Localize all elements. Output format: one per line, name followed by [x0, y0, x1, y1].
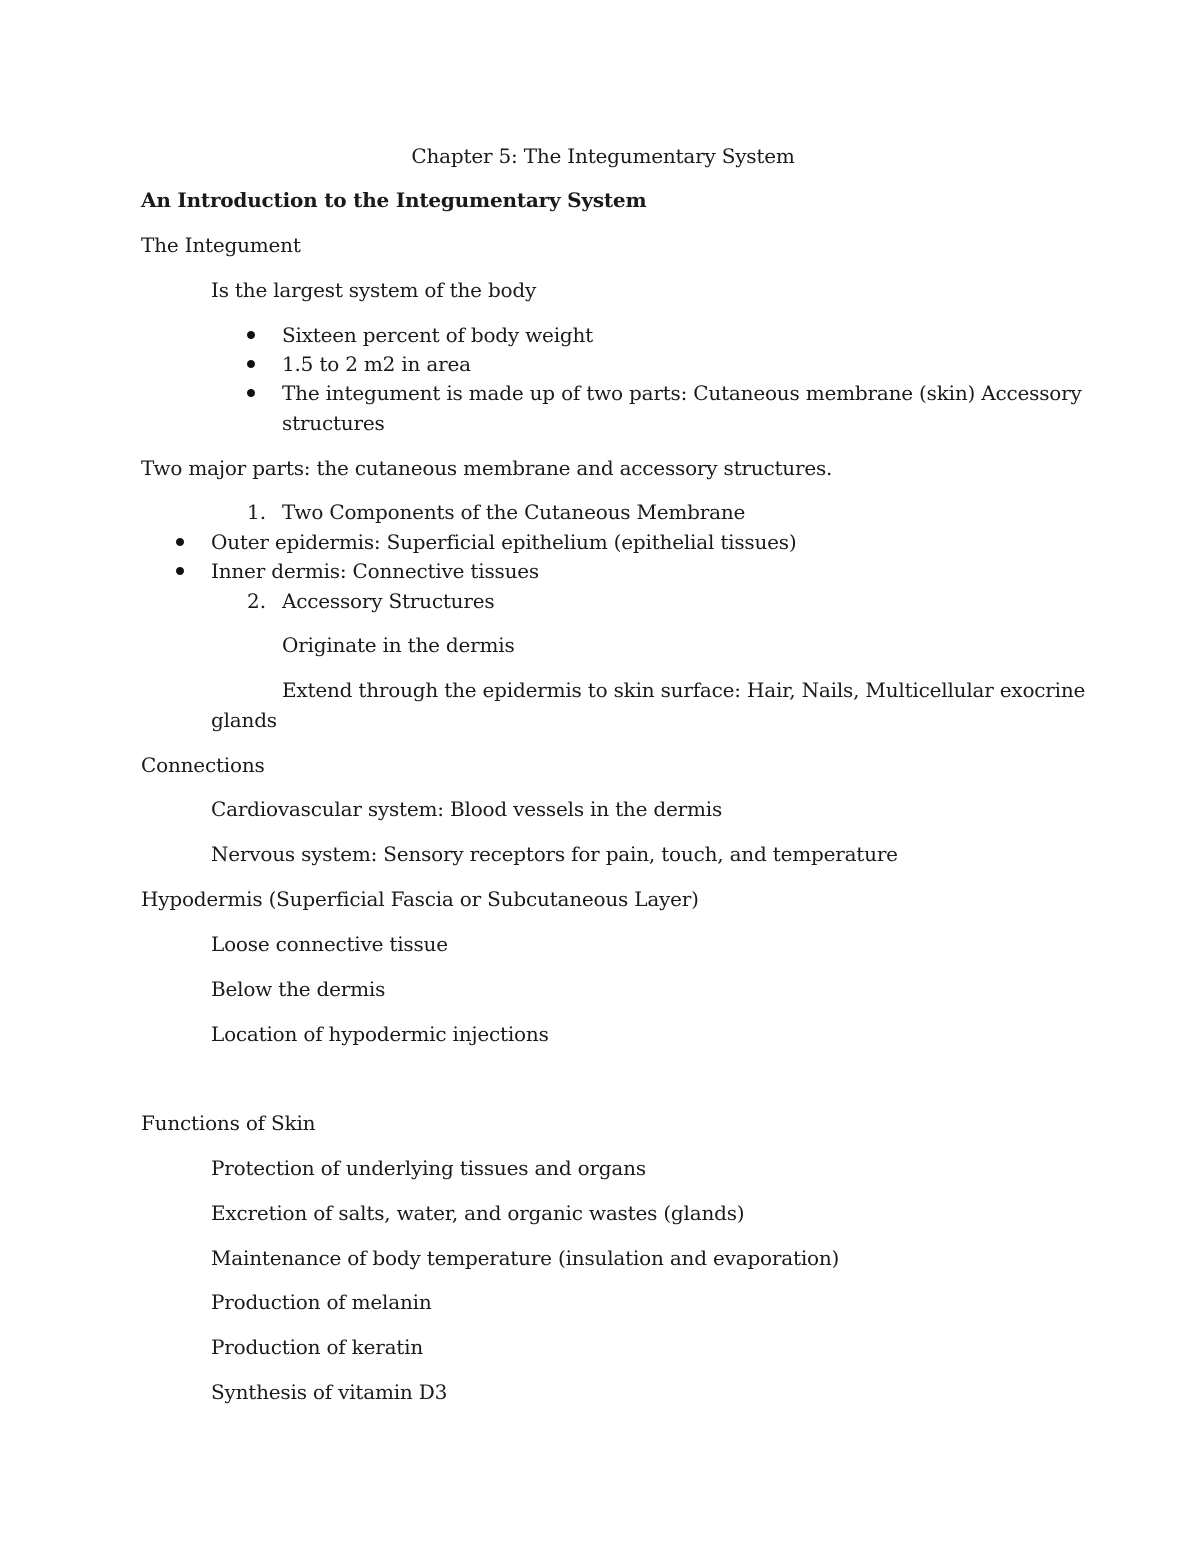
hypodermis-item-3: Location of hypodermic injections — [211, 1022, 549, 1046]
integument-bullet-3: The integument is made up of two parts: Cutaneous membrane (skin) Accessory — [282, 381, 1082, 405]
accessory-extend-cont: glands — [211, 708, 277, 732]
connections-label: Connections — [141, 753, 265, 777]
integument-label: The Integument — [141, 233, 301, 257]
hypodermis-item-1: Loose connective tissue — [211, 932, 448, 956]
bullet-icon — [247, 389, 255, 397]
bullet-icon — [176, 538, 184, 546]
two-parts-label: Two major parts: the cutaneous membrane and accessory structures. — [141, 456, 833, 480]
page-title: Chapter 5: The Integumentary System — [411, 144, 795, 168]
functions-item-2: Excretion of salts, water, and organic wastes (glands) — [211, 1201, 745, 1225]
functions-item-3: Maintenance of body temperature (insulation and evaporation) — [211, 1246, 840, 1270]
integument-intro: Is the largest system of the body — [211, 278, 537, 302]
bullet-icon — [176, 567, 184, 575]
functions-item-6: Synthesis of vitamin D3 — [211, 1380, 448, 1404]
accessory-origin: Originate in the dermis — [282, 633, 515, 657]
functions-label: Functions of Skin — [141, 1111, 316, 1135]
accessory-extend: Extend through the epidermis to skin surface: Hair, Nails, Multicellular exocrine — [282, 678, 1086, 702]
list-number-1: 1. — [247, 500, 267, 524]
accessory-structures: Accessory Structures — [282, 589, 495, 613]
integument-bullet-2: 1.5 to 2 m2 in area — [282, 352, 471, 376]
integument-bullet-1: Sixteen percent of body weight — [282, 323, 594, 347]
bullet-icon — [247, 331, 255, 339]
hypodermis-item-2: Below the dermis — [211, 977, 386, 1001]
functions-item-5: Production of keratin — [211, 1335, 424, 1359]
bullet-icon — [247, 360, 255, 368]
hypodermis-label: Hypodermis (Superficial Fascia or Subcutaneous Layer) — [141, 887, 699, 911]
connections-item-1: Cardiovascular system: Blood vessels in the dermis — [211, 797, 723, 821]
integument-bullet-3-cont: structures — [282, 411, 385, 435]
epidermis-bullet: Outer epidermis: Superficial epithelium (epithelial tissues) — [211, 530, 797, 554]
section-heading: An Introduction to the Integumentary System — [141, 188, 647, 212]
functions-item-1: Protection of underlying tissues and organs — [211, 1156, 646, 1180]
functions-item-4: Production of melanin — [211, 1290, 432, 1314]
cutaneous-components: Two Components of the Cutaneous Membrane — [282, 500, 746, 524]
dermis-bullet: Inner dermis: Connective tissues — [211, 559, 539, 583]
list-number-2: 2. — [247, 589, 267, 613]
connections-item-2: Nervous system: Sensory receptors for pain, touch, and temperature — [211, 842, 898, 866]
